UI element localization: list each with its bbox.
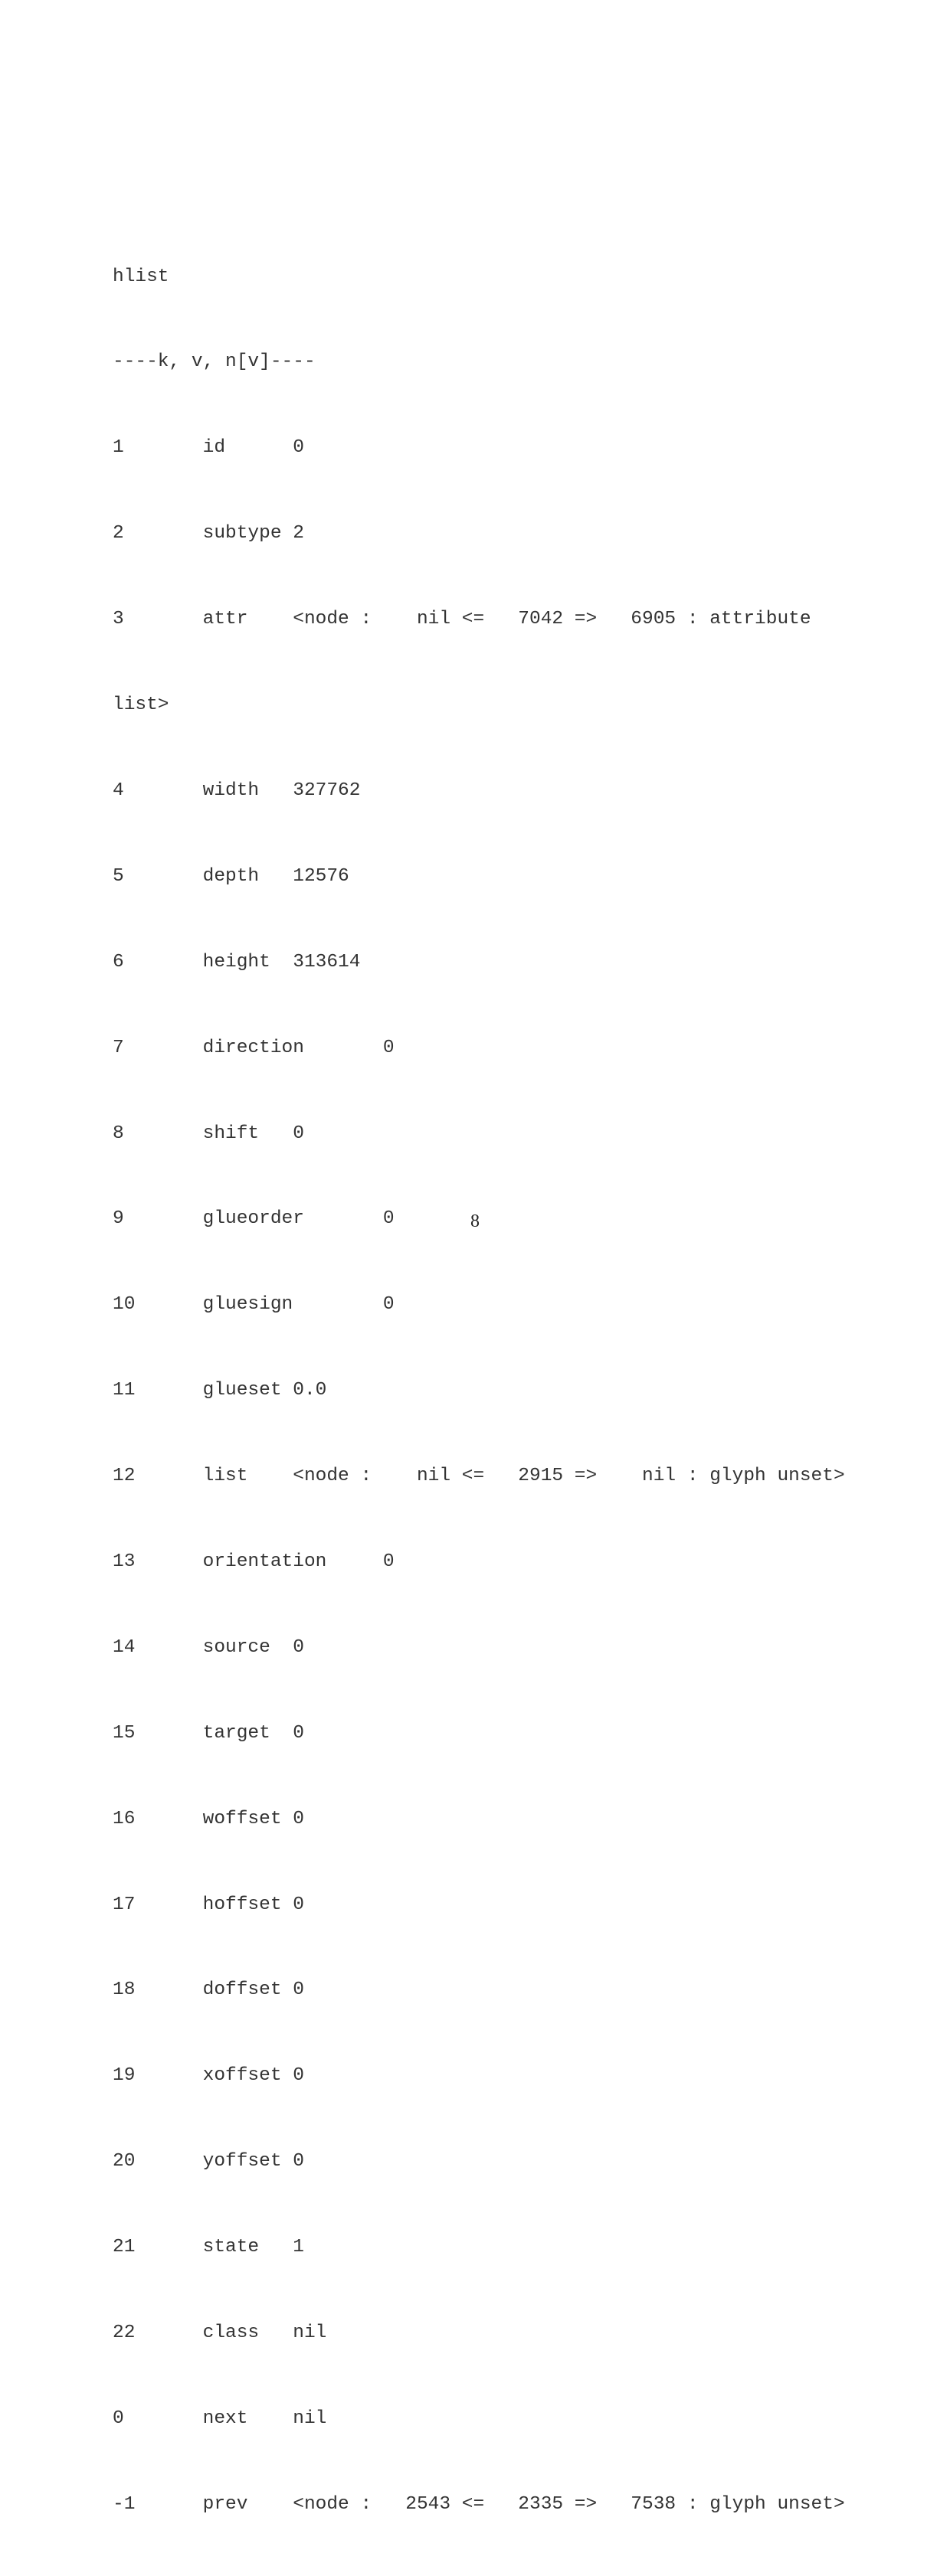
listing-line: 4 width 327762 (113, 780, 361, 801)
listing-line: 12 list <node : nil <= 2915 => nil : glyph unset> (113, 1466, 845, 1487)
listing-line: 8 shift 0 (113, 1123, 304, 1144)
listing-line: 6 height 313614 (113, 951, 361, 973)
listing-line: 2 subtype 2 (113, 523, 304, 544)
listing-line: 14 source 0 (113, 1636, 304, 1658)
page-number: 8 (470, 1211, 480, 1231)
listing-line: hlist (113, 266, 169, 287)
listing-line: list> (113, 695, 169, 716)
listing-line: 16 woffset 0 (113, 1808, 304, 1829)
listing-line: 22 class nil (113, 2322, 327, 2343)
listing-line: 1 id 0 (113, 437, 304, 459)
listing-line: 9 glueorder 0 (113, 1208, 395, 1230)
listing-line: 11 glueset 0.0 (113, 1380, 327, 1401)
node-dump-listing (113, 205, 848, 2576)
listing-line: 21 state 1 (113, 2237, 304, 2258)
listing-line: 0 next nil (113, 2408, 327, 2429)
listing-line: 7 direction 0 (113, 1037, 395, 1058)
listing-line: 18 doffset 0 (113, 1979, 304, 2001)
listing-line: 3 attr <node : nil <= 7042 => 6905 : attribute (113, 609, 811, 630)
listing-line: 10 gluesign 0 (113, 1294, 395, 1316)
listing-line: 13 orientation 0 (113, 1551, 395, 1572)
listing-line: 5 depth 12576 (113, 865, 349, 887)
listing-line: 15 target 0 (113, 1722, 304, 1744)
listing-line: 17 hoffset 0 (113, 1894, 304, 1915)
listing-line: ----k, v, n[v]---- (113, 351, 316, 373)
listing-line: 19 xoffset 0 (113, 2065, 304, 2087)
listing-line: 20 yoffset 0 (113, 2151, 304, 2172)
listing-line: -1 prev <node : 2543 <= 2335 => 7538 : glyph unset> (113, 2493, 845, 2515)
